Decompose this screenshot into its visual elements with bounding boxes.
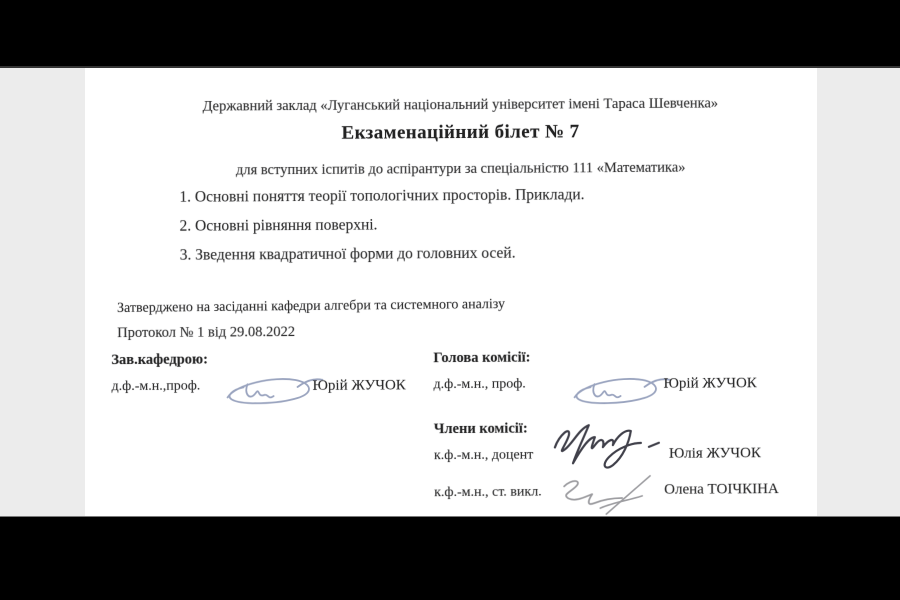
- approval-line: Затверджено на засіданні кафедри алгебри та системного аналізу: [116, 296, 506, 316]
- institution-line: Державний заклад «Луганський національний університет імені Тараса Шевченка»: [202, 95, 719, 115]
- exam-ticket-title: Екзаменаційний білет № 7: [341, 121, 580, 144]
- member1-degree: к.ф.-м.н., доцент: [433, 447, 534, 464]
- protocol-line: Протокол № 1 від 29.08.2022: [117, 324, 296, 342]
- dept-head-signature-icon: [213, 367, 323, 412]
- question-item-1: 1. Основні поняття теорії топологічних просторів. Приклади.: [179, 186, 585, 206]
- members-label: Члени комісії:: [433, 420, 528, 438]
- chair-name: Юрій ЖУЧОК: [663, 375, 757, 392]
- member2-degree: к.ф.-м.н., ст. викл.: [434, 484, 542, 501]
- chair-label: Голова комісії:: [433, 349, 531, 367]
- dept-head-degree: д.ф.-м.н.,проф.: [111, 378, 201, 395]
- question-item-3: 3. Зведення квадратичної форми до головних осей.: [179, 244, 516, 264]
- chair-degree: д.ф.-м.н., проф.: [433, 376, 526, 393]
- dept-head-label: Зав.кафедрою:: [111, 351, 209, 369]
- member1-name: Юлія ЖУЧОК: [668, 445, 761, 462]
- member1-signature-icon: [539, 417, 661, 473]
- member2-name: Олена ТОІЧКІНА: [664, 481, 779, 498]
- member2-signature-icon: [554, 472, 669, 517]
- chair-signature-icon: [560, 367, 670, 412]
- specialty-line: для вступних іспитів до аспірантури за спеціальністю 111 «Математика»: [235, 159, 686, 179]
- question-item-2: 2. Основні рівняння поверхні.: [179, 216, 378, 235]
- dept-head-name: Юрій ЖУЧОК: [312, 377, 406, 394]
